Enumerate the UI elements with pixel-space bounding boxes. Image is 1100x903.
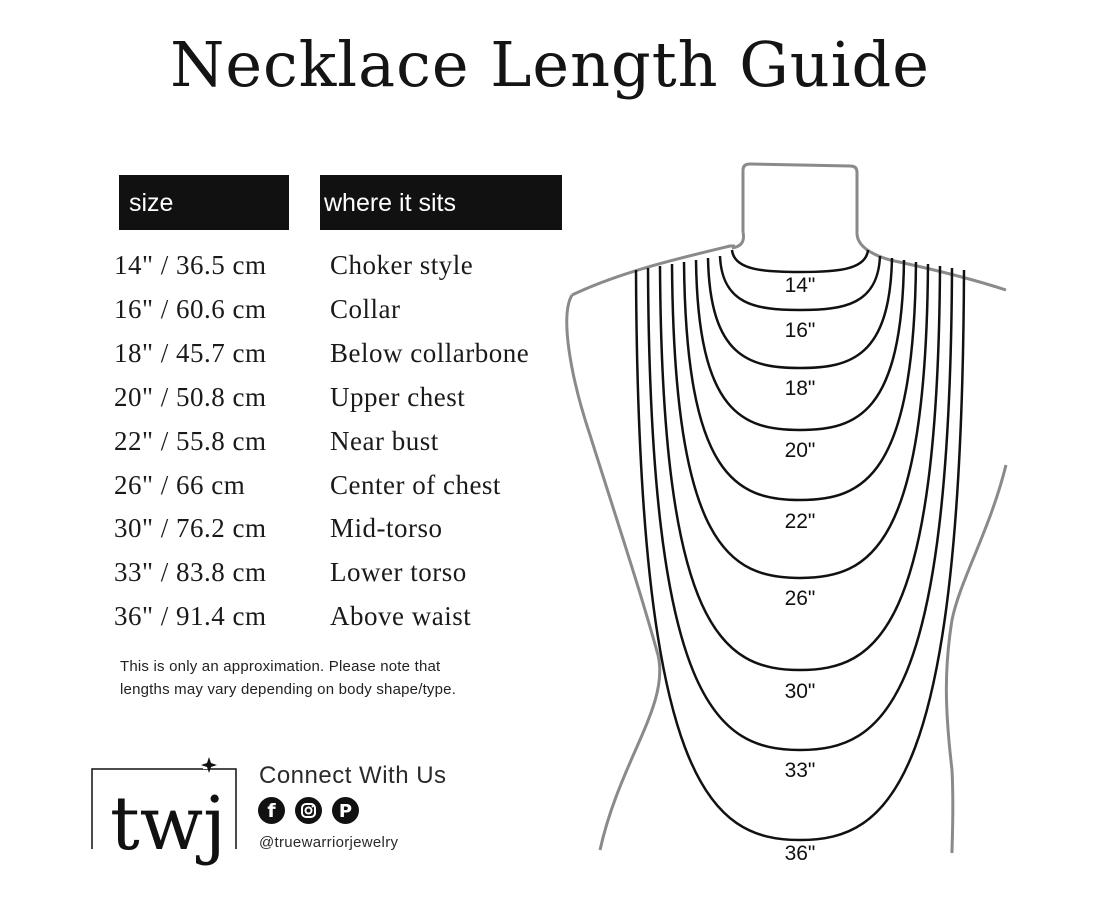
- where-cell: Below collarbone: [330, 338, 530, 368]
- note-line: This is only an approximation. Please note that: [120, 658, 441, 675]
- approximation-note: [120, 655, 580, 701]
- note-line: lengths may vary depending on body shape/type.: [120, 681, 457, 698]
- size-cell: 14" / 36.5 cm: [114, 250, 267, 280]
- pinterest-icon[interactable]: P: [332, 797, 359, 824]
- length-label-26: 26": [784, 587, 816, 610]
- size-cell: 26" / 66 cm: [114, 470, 246, 500]
- size-column-header: size: [119, 175, 289, 230]
- where-cell: Above waist: [330, 601, 472, 631]
- length-label-36: 36": [784, 842, 816, 865]
- where-column-header: where it sits: [320, 175, 562, 230]
- bust-diagram: [560, 150, 1010, 865]
- size-cell: 22" / 55.8 cm: [114, 426, 267, 456]
- where-cell: Mid-torso: [330, 513, 443, 543]
- table-row: [114, 294, 574, 334]
- table-row: [114, 382, 574, 422]
- table-row: [114, 426, 574, 466]
- table-row: [114, 513, 574, 553]
- size-cell: 20" / 50.8 cm: [114, 382, 267, 412]
- size-cell: 30" / 76.2 cm: [114, 513, 267, 543]
- length-label-33: 33": [784, 759, 816, 782]
- table-row: [114, 250, 574, 290]
- size-cell: 33" / 83.8 cm: [114, 557, 267, 587]
- where-cell: Lower torso: [330, 557, 467, 587]
- connect-heading: Connect With Us: [259, 762, 447, 789]
- page-title: Necklace Length Guide: [170, 28, 930, 101]
- size-cell: 16" / 60.6 cm: [114, 294, 267, 324]
- size-cell: 18" / 45.7 cm: [114, 338, 267, 368]
- facebook-icon[interactable]: f: [258, 797, 285, 824]
- social-handle[interactable]: @truewarriorjewelry: [259, 834, 399, 851]
- twj-logo: [88, 757, 248, 867]
- length-label-14: 14": [784, 274, 816, 297]
- where-cell: Center of chest: [330, 470, 501, 500]
- logo-text: twj: [110, 781, 227, 867]
- where-cell: Choker style: [330, 250, 474, 280]
- table-row: [114, 470, 574, 510]
- table-row: [114, 557, 574, 597]
- necklace-chain-14: [732, 250, 868, 272]
- table-row: [114, 601, 574, 641]
- length-label-30: 30": [784, 680, 816, 703]
- size-cell: 36" / 91.4 cm: [114, 601, 267, 631]
- length-label-18: 18": [784, 377, 816, 400]
- length-label-22: 22": [784, 510, 816, 533]
- table-row: [114, 338, 574, 378]
- where-cell: Upper chest: [330, 382, 466, 412]
- left-torso-outline: [567, 295, 660, 850]
- neck-outline: [743, 164, 857, 232]
- instagram-icon[interactable]: [295, 797, 322, 824]
- where-cell: Near bust: [330, 426, 439, 456]
- length-label-20: 20": [784, 439, 816, 462]
- length-label-16: 16": [784, 319, 816, 342]
- where-cell: Collar: [330, 294, 401, 324]
